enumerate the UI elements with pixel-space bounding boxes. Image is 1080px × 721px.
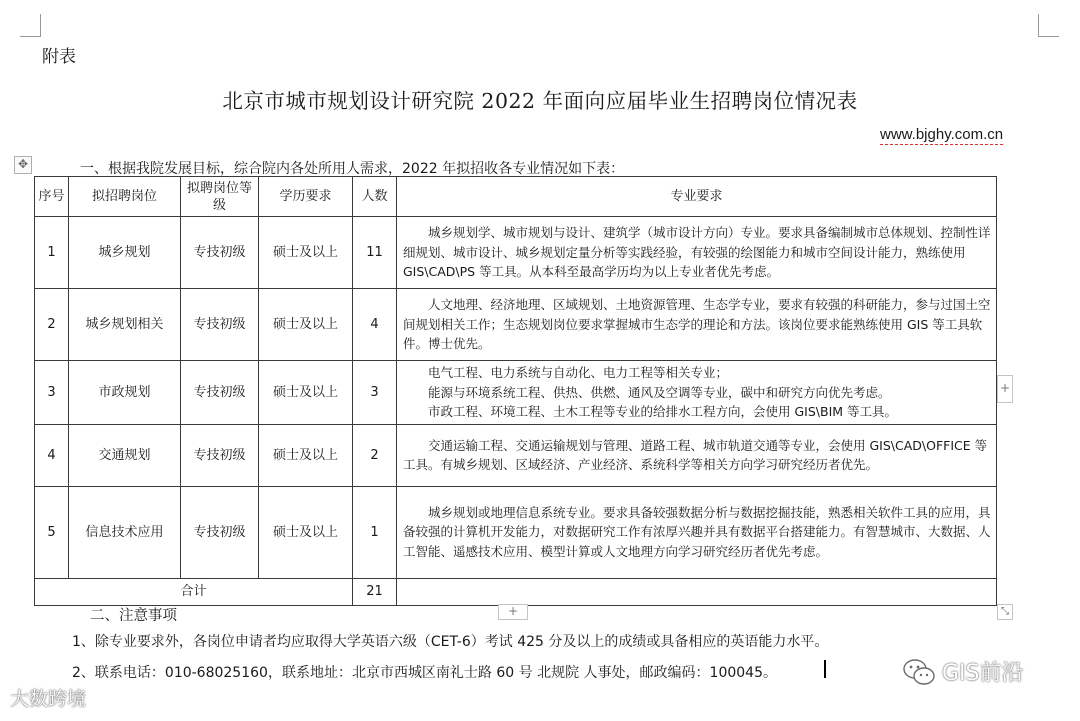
cell-no: 2 (35, 289, 69, 361)
cell-no: 3 (35, 361, 69, 425)
wechat-icon (902, 658, 936, 686)
table-move-handle-icon[interactable]: ✥ (14, 156, 32, 174)
cell-no: 5 (35, 486, 69, 578)
cell-education: 硕士及以上 (259, 289, 353, 361)
cell-position: 市政规划 (69, 361, 181, 425)
cell-position: 城乡规划 (69, 217, 181, 289)
table-row (35, 361, 997, 425)
cell-count: 2 (353, 424, 397, 486)
cell-requirement (397, 424, 997, 486)
cell-no: 1 (35, 217, 69, 289)
requirement-text: 城乡规划学、城市规划与设计、建筑学（城市设计方向）专业。要求具备编制城市总体规划、控制性详细规划、城市设计、城乡规划定量分析等实践经验，有较强的绘图能力和城市空间设计能力，熟练使用 GIS\CAD\PS 等工具。从本科至最高学历均为以上专业者优先考虑。 (403, 225, 991, 280)
cell-count: 1 (353, 486, 397, 578)
requirement-text: 城乡规划或地理信息系统专业。要求具备较强数据分析与数据挖掘技能，熟悉相关软件工具的应用，具备较强的计算机开发能力，对数据研究工作有浓厚兴趣并具有数据平台搭建能力。有智慧城市、大数据、人工智能、遥感技术应用、模型计算或人文地理方向学习研究经历者优先考虑。 (403, 504, 991, 559)
header-education: 学历要求 (259, 177, 353, 217)
requirement-line: 电气工程、电力系统与自动化、电力工程等相关专业； (428, 365, 729, 380)
header-no: 序号 (35, 177, 69, 217)
requirement-text: 交通运输工程、交通运输规划与管理、道路工程、城市轨道交通等专业，会使用 GIS\CAD\OFFICE 等工具。有城乡规划、区域经济、产业经济、系统科学等相关方向学习研究经历者优先。 (403, 437, 988, 472)
recruitment-table (34, 176, 997, 606)
table-header-row (35, 177, 997, 217)
cell-requirement (397, 361, 997, 425)
cell-requirement (397, 289, 997, 361)
cell-count: 4 (353, 289, 397, 361)
total-label: 合计 (35, 578, 353, 605)
cell-education: 硕士及以上 (259, 486, 353, 578)
table-resize-icon[interactable]: ⤡ (997, 604, 1013, 620)
cell-education: 硕士及以上 (259, 424, 353, 486)
cell-no: 4 (35, 424, 69, 486)
add-column-button[interactable]: + (498, 604, 528, 620)
table-row (35, 424, 997, 486)
intro-paragraph: 一、根据我院发展目标，综合院内各处所用人需求，2022 年拟招收各专业情况如下表： (80, 161, 625, 177)
note-item: 1、除专业要求外，各岗位申请者均应取得大学英语六级（CET-6）考试 425 分及以上的成绩或具备相应的英语能力水平。 (72, 634, 829, 650)
cell-position: 城乡规划相关 (69, 289, 181, 361)
total-empty (397, 578, 997, 605)
cell-position: 信息技术应用 (69, 486, 181, 578)
watermark-right-text: GIS前沿 (942, 661, 1024, 686)
requirement-line: 市政工程、环境工程、土木工程等专业的给排水工程方向，会使用 GIS\BIM 等工具。 (428, 404, 898, 419)
total-count: 21 (353, 578, 397, 605)
cell-requirement (397, 486, 997, 578)
cell-education: 硕士及以上 (259, 217, 353, 289)
add-row-button[interactable]: + (997, 375, 1013, 403)
text-cursor (824, 660, 826, 678)
header-count: 人数 (353, 177, 397, 217)
table-row (35, 217, 997, 289)
header-requirement: 专业要求 (397, 177, 997, 217)
cell-requirement (397, 217, 997, 289)
crop-mark-top-right (1038, 14, 1059, 37)
appendix-label: 附表 (42, 47, 76, 67)
cell-grade: 专技初级 (181, 486, 259, 578)
watermark-right (902, 656, 1024, 687)
requirement-text: 人文地理、经济地理、区域规划、土地资源管理、生态学专业，要求有较强的科研能力，参与过国土空间规划相关工作；生态规划岗位要求掌握城市生态学的理论和方法。该岗位要求能熟练使用 GIS 等工具软件。博士优先。 (403, 297, 991, 352)
table-row (35, 289, 997, 361)
table-row (35, 486, 997, 578)
cell-count: 11 (353, 217, 397, 289)
cell-count: 3 (353, 361, 397, 425)
notes-heading: 二、注意事项 (90, 608, 177, 624)
document-title: 北京市城市规划设计研究院 2022 年面向应届毕业生招聘岗位情况表 (222, 89, 858, 113)
requirement-line: 能源与环境系统工程、供热、供燃、通风及空调等专业，碳中和研究方向优先考虑。 (428, 384, 891, 400)
cell-position: 交通规划 (69, 424, 181, 486)
website-link[interactable]: www.bjghy.com.cn (880, 126, 1004, 143)
crop-mark-top-left (20, 14, 41, 37)
cell-grade: 专技初级 (181, 289, 259, 361)
cell-grade: 专技初级 (181, 361, 259, 425)
note-item: 2、联系电话：010-68025160，联系地址：北京市西城区南礼士路 60 号 北规院 人事处，邮政编码：100045。 (72, 665, 777, 681)
cell-grade: 专技初级 (181, 217, 259, 289)
cell-grade: 专技初级 (181, 424, 259, 486)
watermark-left: 大数跨境 (10, 688, 87, 710)
header-position: 拟招聘岗位 (69, 177, 181, 217)
cell-education: 硕士及以上 (259, 361, 353, 425)
total-row (35, 578, 997, 605)
header-grade: 拟聘岗位等级 (181, 177, 259, 217)
